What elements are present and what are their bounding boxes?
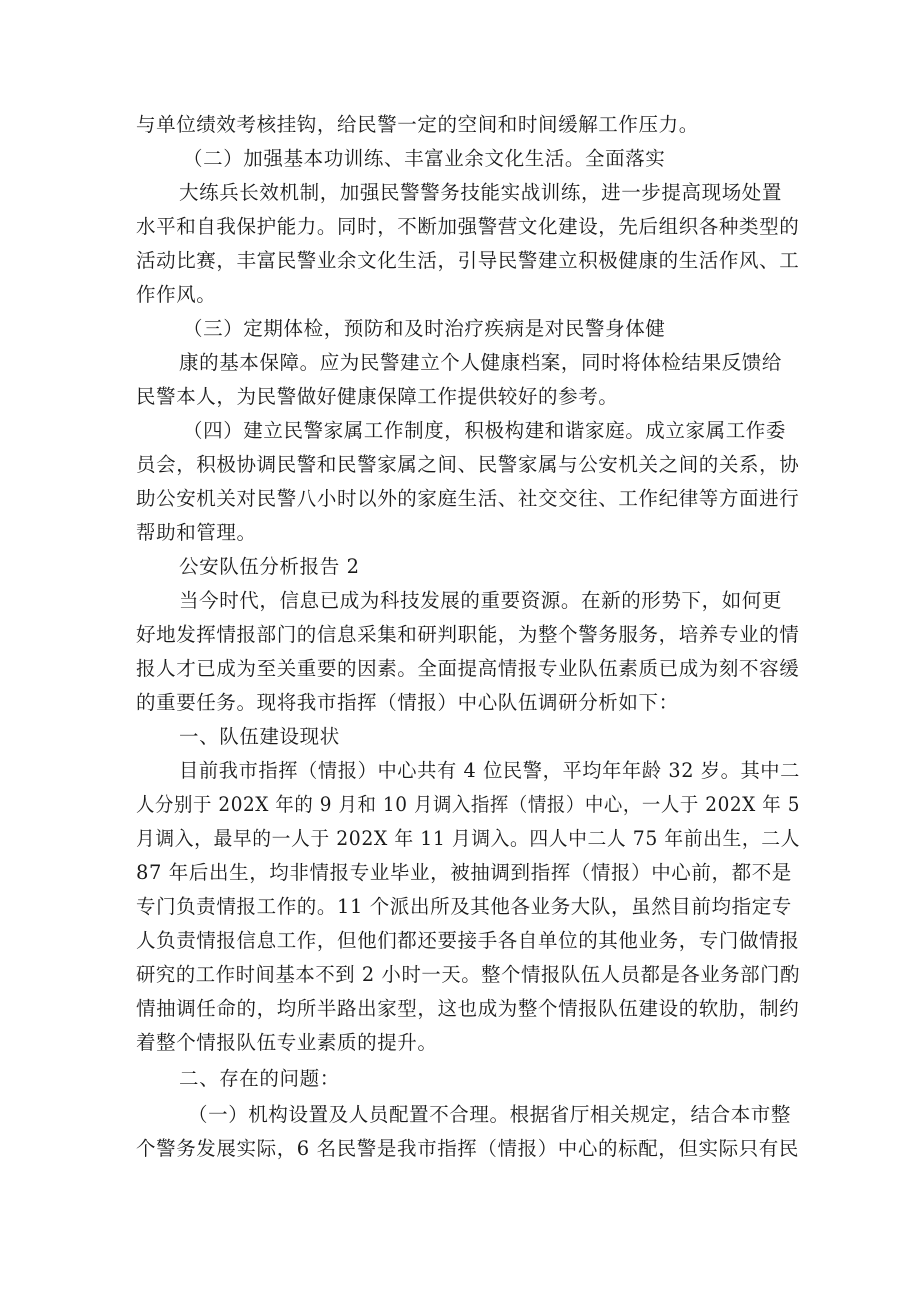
text-line: 帮助和管理。 <box>136 521 257 544</box>
section-heading: 一、队伍建设现状 <box>179 725 340 748</box>
text-line: 着整个情报队伍专业素质的提升。 <box>136 1031 438 1054</box>
text-line: 民警本人，为民警做好健康保障工作提供较好的参考。 <box>136 385 619 408</box>
text-line: 研究的工作时间基本不到 2 小时一天。整个情报队伍人员都是各业务部门酌 <box>136 963 800 986</box>
text-line: 月调入，最早的一人于 202X 年 11 月调入。四人中二人 75 年前出生，二人 <box>136 827 800 850</box>
text-line: 情抽调任命的，均所半路出家型，这也成为整个情报队伍建设的软肋，制约 <box>136 997 800 1020</box>
text-line: 助公安机关对民警八小时以外的家庭生活、社交交往、工作纪律等方面进行 <box>136 487 800 510</box>
text-line: 当今时代，信息已成为科技发展的重要资源。在新的形势下，如何更 <box>179 589 783 612</box>
text-line: 人负责情报信息工作，但他们都还要接手各自单位的其他业务，专门做情报 <box>136 929 800 952</box>
text-line: 作作风。 <box>136 283 217 306</box>
text-line: 大练兵长效机制，加强民警警务技能实战训练，进一步提高现场处置 <box>179 181 783 204</box>
section-title: 公安队伍分析报告 2 <box>179 555 360 578</box>
text-line: 专门负责情报工作的。11 个派出所及其他各业务大队，虽然目前均指定专 <box>136 895 792 918</box>
text-line: 好地发挥情报部门的信息采集和研判职能，为整个警务服务，培养专业的情 <box>136 623 800 646</box>
text-line: 的重要任务。现将我市指挥（情报）中心队伍调研分析如下： <box>136 691 679 714</box>
text-line: 康的基本保障。应为民警建立个人健康档案，同时将体检结果反馈给 <box>179 351 783 374</box>
text-line: 目前我市指挥（情报）中心共有 4 位民警，平均年年龄 32 岁。其中二 <box>179 759 800 782</box>
text-line: 活动比赛，丰富民警业余文化生活，引导民警建立积极健康的生活作风、工 <box>136 249 800 272</box>
text-line: 人分别于 202X 年的 9 月和 10 月调入指挥（情报）中心，一人于 202X 年 5 <box>136 793 800 816</box>
text-line: （三）定期体检，预防和及时治疗疾病是对民警身体健 <box>183 317 666 340</box>
text-line: （四）建立民警家属工作制度，积极构建和谐家庭。成立家属工作委 <box>183 419 787 442</box>
text-line: 水平和自我保护能力。同时，不断加强警营文化建设，先后组织各种类型的 <box>136 215 800 238</box>
text-line: 87 年后出生，均非情报专业毕业，被抽调到指挥（情报）中心前，都不是 <box>136 861 792 884</box>
text-line: 员会，积极协调民警和民警家属之间、民警家属与公安机关之间的关系，协 <box>136 453 800 476</box>
text-line: 报人才已成为至关重要的因素。全面提高情报专业队伍素质已成为刻不容缓 <box>136 657 800 680</box>
text-line: 个警务发展实际，6 名民警是我市指挥（情报）中心的标配，但实际只有民 <box>136 1137 800 1160</box>
text-line: （二）加强基本功训练、丰富业余文化生活。全面落实 <box>183 147 666 170</box>
text-line: （一）机构设置及人员配置不合理。根据省厅相关规定，结合本市整 <box>188 1103 792 1126</box>
text-line: 与单位绩效考核挂钩，给民警一定的空间和时间缓解工作压力。 <box>136 113 699 136</box>
section-heading: 二、存在的问题： <box>179 1067 340 1090</box>
